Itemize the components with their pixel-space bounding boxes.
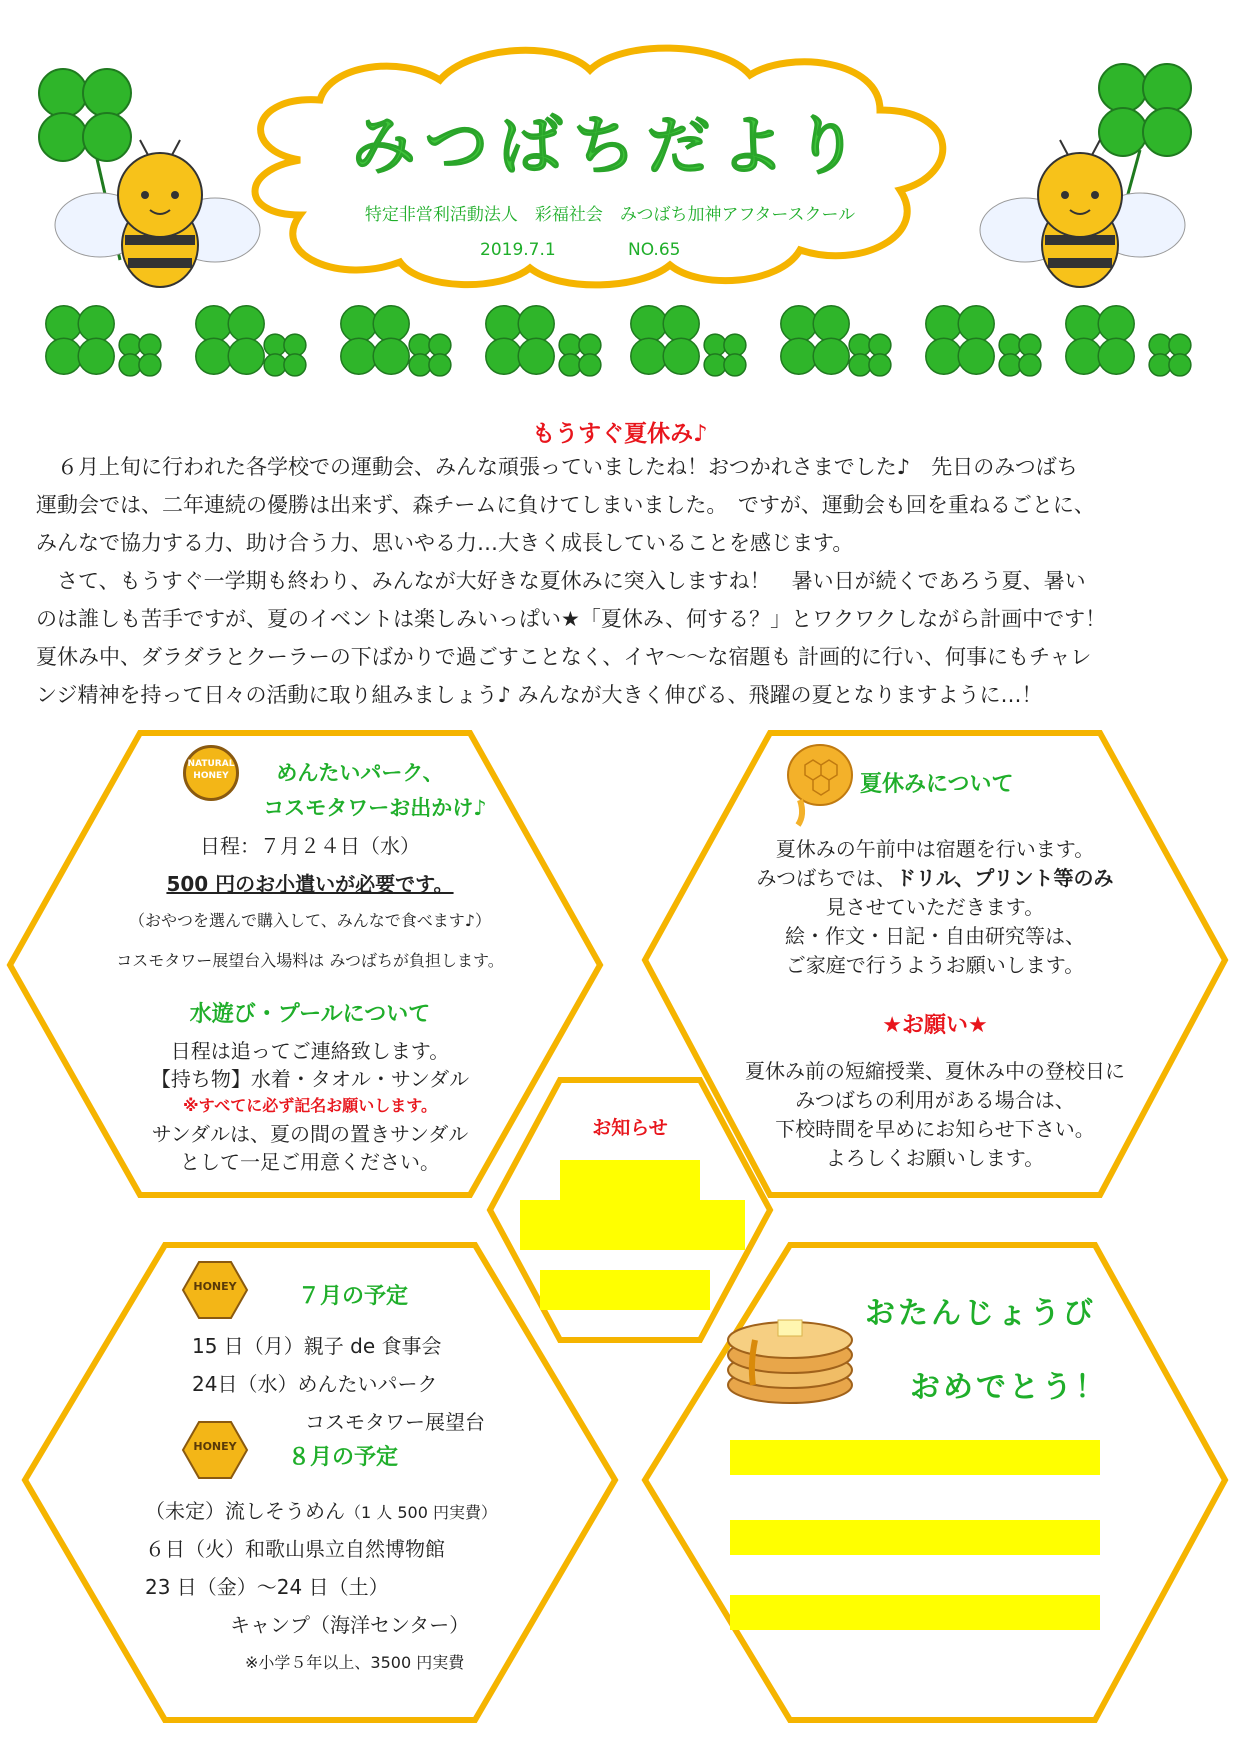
clover-small-icon — [264, 334, 306, 376]
clover-small-icon — [409, 334, 451, 376]
august-note: ※小学５年以上、3500 円実費 — [245, 1653, 465, 1672]
intro-heading: もうすぐ夏休み♪ — [532, 421, 708, 447]
honey-badge-label-august: HONEY — [193, 1440, 237, 1453]
birthday-line2: おめでとう！ — [910, 1370, 1108, 1405]
summer-line2-bold: ドリル、プリント等のみ — [895, 866, 1114, 890]
summer-line3: 見させていただきます。 — [825, 895, 1045, 919]
pool-heading: 水遊び・プールについて — [189, 1002, 431, 1027]
honey-badge-label-july: HONEY — [193, 1280, 237, 1293]
august-item: 23 日（金）～24 日（土） — [145, 1575, 389, 1599]
newsletter-title: みつばちだより — [351, 110, 869, 184]
clover-small-icon — [849, 334, 891, 376]
intro-line: 運動会では、二年連続の優勝は出来ず、森チームに負けてしまいました。 ですが、運動会も回を重ねるごとに、 — [36, 493, 1095, 517]
clover-small-icon — [1149, 334, 1191, 376]
notice-heading: お知らせ — [592, 1117, 668, 1139]
clover-icon — [196, 306, 264, 374]
clover-icon — [926, 306, 994, 374]
july-item: 15 日（月）親子 de 食事会 — [192, 1334, 442, 1358]
outing-heading-line2: コスモタワーお出かけ♪ — [263, 796, 487, 820]
intro-line: ンジ精神を持って日々の活動に取り組みましょう♪ みんなが大きく伸びる、飛躍の夏となりますように…！ — [36, 683, 1043, 707]
bee-right — [980, 140, 1185, 287]
notice-highlight-blocks — [520, 1160, 745, 1310]
outing-fee-note: コスモタワー展望台入場料は みつばちが負担します。 — [116, 951, 504, 970]
birthday-line1: おたんじょうび — [865, 1296, 1096, 1331]
intro-line: さて、もうすぐ一学期も終わり、みんなが大好きな夏休みに突入しますね！ 暑い日が続くであろう夏、暑い — [36, 569, 1086, 593]
organization-name: 特定非営利活動法人 彩福社会 みつばち加神アフタースクール — [364, 205, 856, 225]
clover-small-icon — [559, 334, 601, 376]
july-item: 24日（水）めんたいパーク — [192, 1372, 438, 1396]
clover-icon — [46, 306, 114, 374]
clover-icon — [341, 306, 409, 374]
pool-sandal-line2: として一足ご用意ください。 — [180, 1150, 440, 1174]
clover-row — [46, 306, 1191, 376]
clover-icon — [631, 306, 699, 374]
clover-small-icon — [999, 334, 1041, 376]
issue-date: 2019.7.1 — [480, 240, 556, 260]
clover-small-icon — [119, 334, 161, 376]
pool-items: 【持ち物】水着・タオル・サンダル — [150, 1067, 470, 1091]
birthday-highlight-bars — [730, 1440, 1100, 1630]
intro-line: ６月上旬に行われた各学校での運動会、みんな頑張っていましたね！おつかれさまでした♪ 先日のみつばち — [36, 455, 1078, 479]
intro-line: 夏休み中、ダラダラとクーラーの下ばかりで過ごすことなく、イヤ～～な宿題も 計画的に行い、何事にもチャレ — [36, 645, 1092, 669]
request-line4: よろしくお願いします。 — [825, 1146, 1045, 1170]
august-item: ６日（火）和歌山県立自然博物館 — [145, 1537, 445, 1561]
summer-line1: 夏休みの午前中は宿題を行います。 — [775, 837, 1095, 861]
august-item-main: （未定）流しそうめん — [145, 1499, 345, 1523]
clover-icon — [1066, 306, 1134, 374]
hex-schedule — [25, 1245, 615, 1720]
bee-left — [55, 140, 260, 287]
pancake-icon — [728, 1320, 852, 1403]
outing-schedule: 日程：７月２４日（水） — [200, 834, 420, 858]
august-heading: ８月の予定 — [288, 1445, 399, 1470]
intro-line: のは誰しも苦手ですが、夏のイベントは楽しみいっぱい★「夏休み、何する？」とワクワクしながら計画中です！ — [36, 607, 1107, 631]
clover-small-icon — [704, 334, 746, 376]
intro-body — [36, 448, 1211, 714]
intro-line: みんなで協力する力、助け合う力、思いやる力…大きく成長していることを感じます。 — [36, 531, 854, 555]
pool-schedule: 日程は追ってご連絡致します。 — [170, 1039, 450, 1063]
outing-heading-line1: めんたいパーク、 — [276, 761, 444, 785]
honeycomb-icon — [788, 745, 852, 825]
request-line2: みつばちの利用がある場合は、 — [795, 1088, 1075, 1112]
august-item-note: （1 人 500 円実費） — [345, 1503, 497, 1522]
clover-icon — [486, 306, 554, 374]
request-line3: 下校時間を早めにお知らせ下さい。 — [775, 1117, 1095, 1141]
outing-money: 500 円のお小遣いが必要です。 — [166, 872, 454, 896]
august-item — [145, 1495, 497, 1524]
issue-number: NO.65 — [628, 240, 681, 260]
request-line1: 夏休み前の短縮授業、夏休み中の登校日に — [745, 1059, 1125, 1083]
july-item: コスモタワー展望台 — [305, 1410, 485, 1434]
pool-name-note: ※すべてに必ず記名お願いします。 — [183, 1096, 437, 1115]
summer-line4: 絵・作文・日記・自由研究等は、 — [785, 924, 1085, 948]
summer-line5: ご家庭で行うようお願いします。 — [785, 953, 1085, 977]
summer-line2 — [700, 862, 1170, 891]
request-heading: ★お願い★ — [882, 1013, 988, 1038]
summer-line2-prefix: みつばちでは、 — [756, 866, 896, 890]
july-heading: ７月の予定 — [298, 1284, 409, 1309]
august-item: キャンプ（海洋センター） — [230, 1613, 470, 1637]
summer-heading: 夏休みについて — [860, 772, 1014, 797]
pool-sandal-line1: サンダルは、夏の間の置きサンダル — [151, 1122, 469, 1146]
natural-honey-badge: NATURAL HONEY — [183, 745, 239, 801]
outing-snack-note: （おやつを選んで購入して、みんなで食べます♪） — [129, 911, 491, 930]
clover-icon — [781, 306, 849, 374]
